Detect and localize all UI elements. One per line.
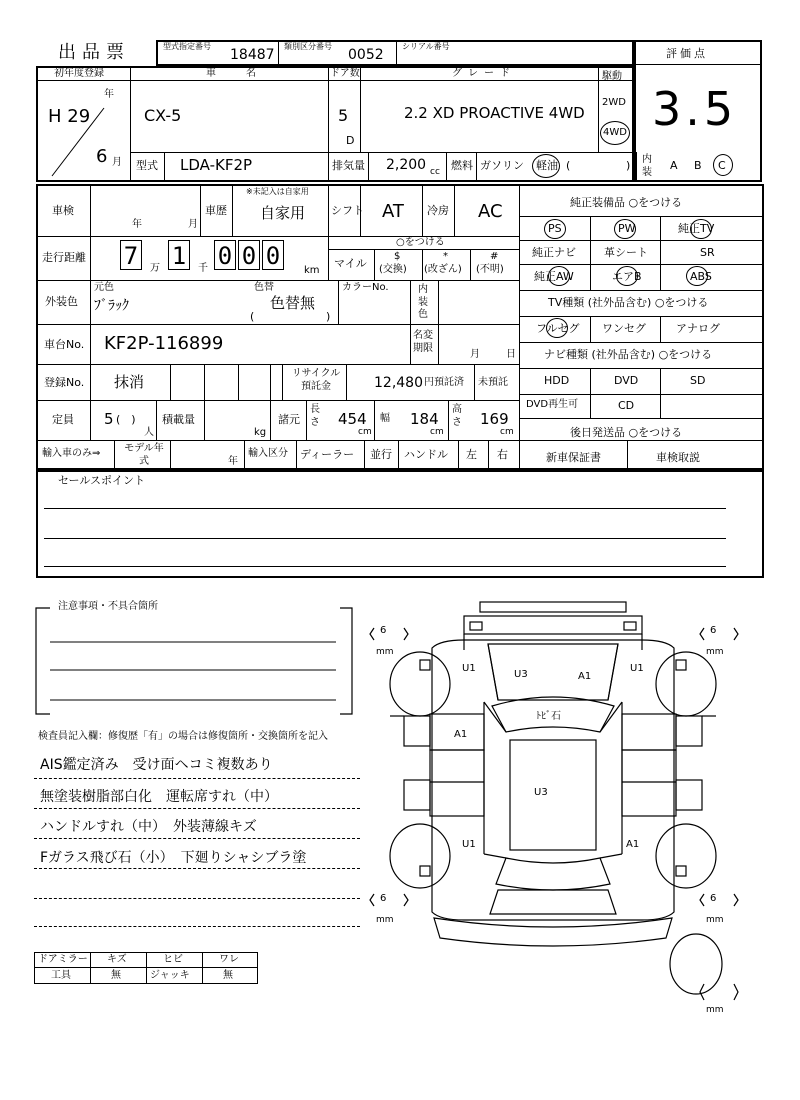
- interior-b: B: [694, 159, 702, 172]
- fuel-label: 燃料: [451, 159, 473, 172]
- tv-analog: アナログ: [676, 322, 720, 335]
- ac-label: 冷房: [427, 204, 449, 217]
- equip-pw: PW: [618, 222, 636, 235]
- import-only-label: 輸入車のみ⇒: [42, 448, 101, 459]
- length-value: 454: [338, 410, 367, 428]
- mark-u3-hood: U3: [514, 669, 528, 680]
- fuel-diesel: 軽油: [536, 159, 558, 172]
- meter-header: ○をつける: [396, 237, 445, 248]
- meter-mile: マイル: [334, 257, 367, 270]
- name-change-day: 日: [506, 349, 516, 360]
- recycle-unpaid: 未預託: [478, 377, 508, 388]
- tread-rl-unit: mm: [376, 915, 394, 925]
- inspector-line-2: 無塗装樹脂部白化 運転席すれ（中）: [40, 789, 278, 805]
- grade-value: 2.2 XD PROACTIVE 4WD: [404, 104, 585, 122]
- legend-h-break: ワレ: [219, 954, 239, 965]
- tv-oneseg: ワンセグ: [602, 322, 646, 335]
- date-slash: [42, 100, 122, 180]
- registration-label: 登録No.: [44, 376, 85, 389]
- mileage-digit-1: 7: [120, 240, 142, 270]
- mark-a1-hood: A1: [578, 671, 592, 682]
- form-title: 出品票: [58, 42, 130, 63]
- width-value: 184: [410, 410, 439, 428]
- nav-dvd: DVD: [614, 374, 639, 387]
- legend-v-none1: 無: [111, 970, 121, 981]
- tread-fr-unit: mm: [706, 647, 724, 657]
- mark-u1-fr: U1: [630, 663, 644, 674]
- recycle-value: 12,480: [374, 375, 423, 391]
- parallel-label: 並行: [370, 448, 392, 461]
- doors-suffix: D: [346, 134, 355, 147]
- later-manual: 車検取説: [656, 451, 700, 464]
- tread-spare-unit: mm: [706, 1005, 724, 1015]
- doors-value: 5: [338, 106, 349, 125]
- mileage-label: 走行距離: [42, 251, 86, 264]
- tv-fullseg-circle: [546, 318, 568, 338]
- equip-tv: 純正TV: [678, 222, 715, 235]
- ac-value: AC: [478, 201, 503, 222]
- drive-2wd: 2WD: [602, 97, 626, 108]
- mileage-man: 万: [150, 263, 160, 274]
- right-label: 右: [497, 448, 508, 461]
- month-unit: 月: [112, 157, 122, 168]
- interior-c-circle: [713, 154, 733, 176]
- sales-point-label: セールスポイント: [58, 474, 146, 487]
- meter-exchange: (交換): [379, 264, 407, 275]
- displacement-value: 2,200: [386, 157, 427, 173]
- fuel-other-close: ): [626, 159, 631, 172]
- mileage-digit-4: 0: [238, 240, 260, 270]
- length-unit: cm: [358, 427, 372, 437]
- notes-label: 注意事項・不具合箇所: [58, 601, 158, 612]
- load-label: 積載量: [162, 413, 195, 426]
- nav-header: ナビ種類 (社外品含む) ○をつける: [544, 348, 713, 361]
- tv-fullseg: フルセグ: [536, 322, 580, 335]
- inspection-year-unit: 年: [132, 219, 142, 230]
- legend-h-crack: ヒビ: [163, 954, 183, 965]
- history-note: ※未記入は自家用: [246, 187, 309, 196]
- equip-ps-circle: [544, 219, 566, 239]
- capacity-unit: 人: [144, 427, 154, 438]
- shift-value: AT: [382, 201, 404, 222]
- nav-cd: CD: [618, 399, 635, 412]
- equip-tv-circle: [690, 219, 712, 239]
- dealer-label: ディーラー: [300, 448, 355, 461]
- grade-label: グレード: [452, 68, 516, 79]
- nav-hdd: HDD: [544, 374, 570, 387]
- score-label: 評価点: [666, 47, 708, 60]
- shift-label: シフト: [331, 204, 364, 217]
- class-label: 類別区分番号: [284, 42, 332, 51]
- meter-unknown: (不明): [476, 264, 504, 275]
- inspector-line-3: ハンドルすれ（中） 外装薄線キズ: [40, 819, 257, 835]
- orig-color-label: 元色: [94, 282, 114, 293]
- class-value: 0052: [348, 47, 384, 63]
- registration-value: 抹消: [114, 373, 145, 391]
- interior-label: 内装: [642, 154, 652, 178]
- width-label: 幅: [380, 413, 390, 424]
- import-type-label: 輸入区分: [248, 448, 288, 459]
- name-change-month: 月: [470, 349, 480, 360]
- interior-a: A: [670, 159, 678, 172]
- history-label: 車歴: [205, 204, 227, 217]
- equip-airbag: エアB: [612, 270, 642, 283]
- model-spec-label: 型式指定番号: [163, 42, 211, 51]
- height-unit: cm: [500, 427, 514, 437]
- sales-point-box: [36, 470, 764, 578]
- mileage-digit-5: 0: [262, 240, 284, 270]
- dims-label: 諸元: [278, 413, 300, 426]
- repaint-value: 色替無: [270, 294, 316, 312]
- length-label: 長さ: [310, 404, 320, 428]
- legend-v-tool: 工具: [51, 970, 71, 981]
- model-year-unit: 年: [228, 456, 238, 467]
- mileage-unit: km: [304, 265, 320, 276]
- nav-dvd-play: DVD再生可: [526, 399, 579, 410]
- first-reg-month: 6: [96, 146, 108, 167]
- mark-u1-fl: U1: [462, 663, 476, 674]
- chassis-value: KF2P-116899: [104, 333, 224, 354]
- fuel-gasoline: ガソリン: [480, 159, 524, 172]
- left-label: 左: [466, 448, 477, 461]
- tread-rr-unit: mm: [706, 915, 724, 925]
- score-value: 3.5: [652, 82, 738, 136]
- repaint-paren-open: (: [250, 310, 255, 323]
- legend-v-jack: ジャッキ: [150, 970, 190, 981]
- header-id-box: [156, 40, 634, 66]
- name-change-label: 名変期限: [413, 330, 433, 354]
- serial-label: シリアル番号: [402, 42, 450, 51]
- tread-fr-value: 6: [710, 625, 717, 636]
- tread-fl-unit: mm: [376, 647, 394, 657]
- displacement-unit: cc: [430, 167, 440, 177]
- mark-u1-rl: U1: [462, 839, 476, 850]
- width-unit: cm: [430, 427, 444, 437]
- mark-u3-roof: U3: [534, 787, 548, 798]
- equip-sr: SR: [700, 246, 715, 259]
- capacity-label: 定員: [52, 413, 74, 426]
- equip-navi: 純正ナビ: [532, 246, 576, 259]
- meter-exchange-sym: $: [394, 251, 401, 262]
- height-label: 高さ: [452, 404, 462, 428]
- chassis-label: 車台No.: [44, 338, 85, 351]
- equip-leather: 革シート: [604, 246, 648, 259]
- mileage-sen: 千: [198, 263, 208, 274]
- inspection-label: 車検: [52, 204, 74, 217]
- type-value: LDA-KF2P: [180, 156, 253, 174]
- meter-tamper: (改ざん): [424, 264, 462, 275]
- equip-aw-circle: [548, 266, 570, 286]
- tread-rl-value: 6: [380, 893, 387, 904]
- mark-a1-left: A1: [454, 729, 468, 740]
- later-warranty: 新車保証書: [546, 451, 601, 464]
- year-unit: 年: [104, 89, 114, 100]
- model-spec-value: 18487: [230, 47, 275, 63]
- height-value: 169: [480, 410, 509, 428]
- handle-label: ハンドル: [404, 448, 448, 461]
- equip-ps: PS: [548, 222, 562, 235]
- legend-v-none2: 無: [223, 970, 233, 981]
- tread-fl-value: 6: [380, 625, 387, 636]
- meter-tamper-sym: *: [443, 251, 448, 262]
- tv-header: TV種類 (社外品含む) ○をつける: [548, 296, 709, 309]
- legend-h-mirror: ドアミラー: [38, 954, 88, 965]
- mark-a1-rr: A1: [626, 839, 640, 850]
- car-name-label: 車 名: [206, 68, 266, 79]
- repaint-paren-close: ): [326, 310, 331, 323]
- inspection-month-unit: 月: [188, 219, 198, 230]
- recycle-label: リサイクル預託金: [291, 368, 341, 392]
- car-name: CX-5: [144, 106, 182, 125]
- capacity-paren: ( ): [116, 413, 136, 426]
- interior-c: C: [718, 159, 726, 172]
- mileage-digit-3: 0: [214, 240, 236, 270]
- inspector-label: 検査員記入欄：修復歴「有」の場合は修復箇所・交換箇所を記入: [38, 731, 328, 742]
- equip-abs: ABS: [690, 270, 712, 283]
- equipment-header: 純正装備品 ○をつける: [570, 196, 683, 209]
- inspector-line-4: Fガラス飛び石（小） 下廻りシャシブラ塗: [40, 850, 307, 866]
- legend-h-scratch: キズ: [107, 954, 127, 965]
- drive-4wd-circle: [600, 121, 630, 145]
- type-label: 型式: [136, 159, 158, 172]
- doors-label: ドア数: [330, 68, 360, 79]
- mileage-digit-2: 1: [168, 240, 190, 270]
- notes-bracket: [30, 601, 360, 720]
- interior-color-label: 内装色: [418, 284, 428, 320]
- history-value: 自家用: [260, 204, 306, 222]
- repaint-label: 色替: [254, 282, 274, 293]
- later-header: 後日発送品 ○をつける: [570, 426, 683, 439]
- nav-sd: SD: [690, 374, 706, 387]
- displacement-label: 排気量: [332, 159, 365, 172]
- tread-rr-value: 6: [710, 893, 717, 904]
- equip-aw: 純正AW: [534, 270, 574, 283]
- orig-color-value: ﾌﾞﾗｯｸ: [94, 298, 129, 314]
- color-no-label: カラーNo.: [342, 282, 389, 293]
- mark-chip-windshield: ﾄﾋﾞ石: [536, 711, 561, 722]
- color-label: 外装色: [45, 295, 78, 308]
- equip-airbag-circle: [616, 266, 638, 286]
- equip-pw-circle: [614, 219, 636, 239]
- drive-label: 駆動: [602, 71, 622, 82]
- load-unit: kg: [254, 427, 267, 438]
- fuel-other-open: (: [566, 159, 571, 172]
- recycle-status: 円預託済: [424, 377, 464, 388]
- fuel-diesel-circle: [532, 154, 560, 178]
- equip-abs-circle: [686, 266, 708, 286]
- inspector-line-1: AIS鑑定済み 受け面ヘコミ複数あり: [40, 757, 273, 773]
- capacity-value: 5: [104, 410, 114, 428]
- model-year-label: モデル年式: [124, 443, 164, 467]
- first-reg-era: H 29: [48, 106, 91, 127]
- meter-unknown-sym: #: [490, 251, 499, 262]
- drive-4wd: 4WD: [603, 127, 627, 138]
- first-reg-label: 初年度登録: [54, 68, 104, 79]
